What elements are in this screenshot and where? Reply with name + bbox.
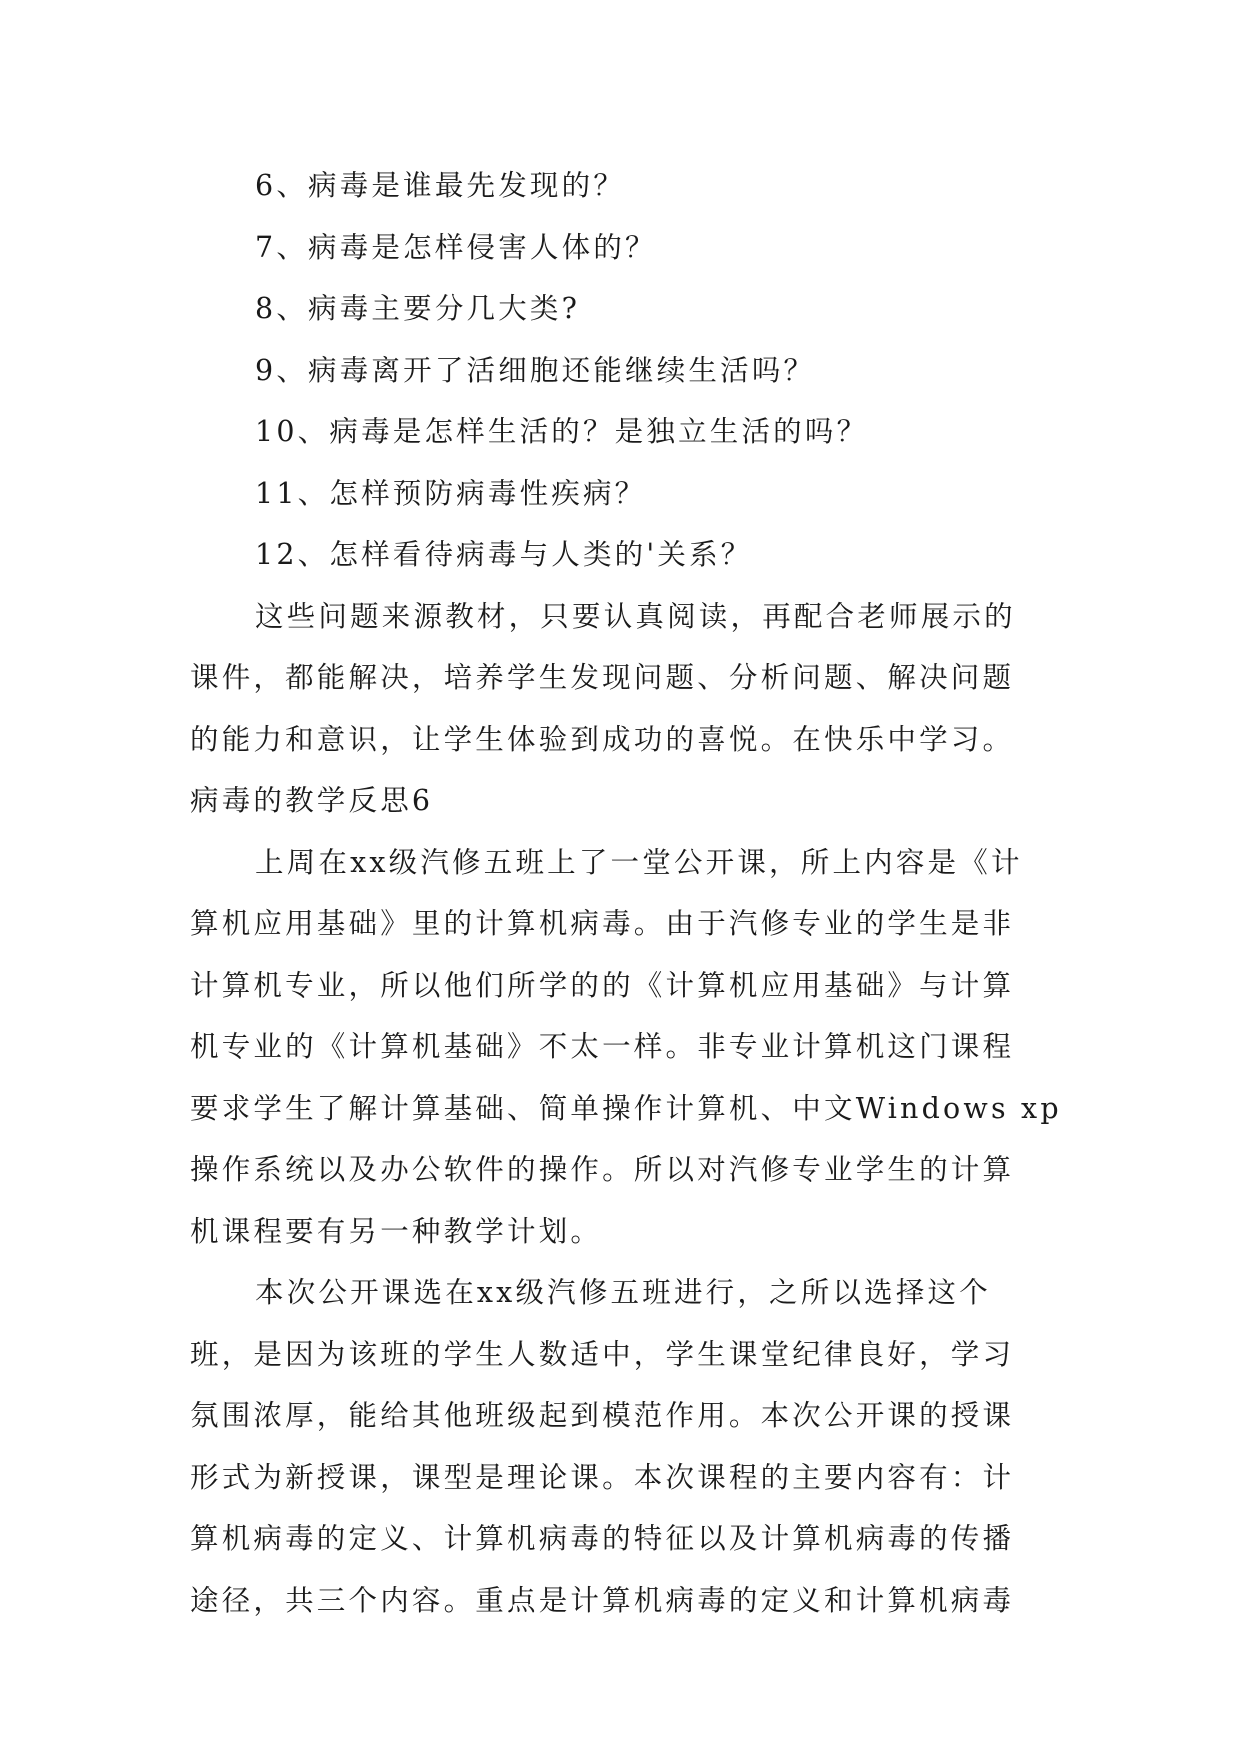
paragraph-class-selection <box>190 1262 1070 1631</box>
paragraph-line: 要求学生了解计算基础、简单操作计算机、中文Windows xp <box>190 1091 1062 1125</box>
question-item: 11、怎样预防病毒性疾病？ <box>255 476 647 510</box>
paragraph-intro <box>190 832 1070 1263</box>
document-body <box>190 155 1070 1631</box>
paragraph-line: 这些问题来源教材，只要认真阅读，再配合老师展示的 <box>255 599 1016 633</box>
question-item: 8、病毒主要分几大类? <box>255 292 581 325</box>
paragraph-line: 的能力和意识，让学生体验到成功的喜悦。在快乐中学习。 <box>190 722 1015 756</box>
paragraph-line: 计算机专业，所以他们所学的的《计算机应用基础》与计算 <box>190 968 1015 1002</box>
question-item: 9、病毒离开了活细胞还能继续生活吗？ <box>255 353 816 387</box>
paragraph-line: 课件，都能解决，培养学生发现问题、分析问题、解决问题 <box>190 661 1015 694</box>
paragraph-line: 机课程要有另一种教学计划。 <box>190 1214 603 1248</box>
paragraph-line: 机专业的《计算机基础》不太一样。非专业计算机这门课程 <box>190 1030 1015 1063</box>
paragraph-line: 氛围浓厚，能给其他班级起到模范作用。本次公开课的授课 <box>190 1399 1015 1432</box>
paragraph-line: 算机应用基础》里的计算机病毒。由于汽修专业的学生是非 <box>190 907 1015 940</box>
paragraph-line: 形式为新授课，课型是理论课。本次课程的主要内容有：计 <box>190 1460 1015 1494</box>
question-item: 12、怎样看待病毒与人类的'关系？ <box>255 538 753 571</box>
question-item: 6、病毒是谁最先发现的？ <box>255 169 626 202</box>
paragraph-summary <box>190 586 1070 771</box>
paragraph-line: 班，是因为该班的学生人数适中，学生课堂纪律良好，学习 <box>190 1337 1015 1371</box>
section-title: 病毒的教学反思6 <box>190 784 434 817</box>
question-item: 7、病毒是怎样侵害人体的？ <box>255 230 657 264</box>
paragraph-line: 本次公开课选在xx级汽修五班进行，之所以选择这个 <box>255 1276 991 1309</box>
paragraph-line: 操作系统以及办公软件的操作。所以对汽修专业学生的计算 <box>190 1153 1015 1186</box>
paragraph-line: 上周在xx级汽修五班上了一堂公开课，所上内容是《计 <box>255 845 1023 879</box>
question-list <box>190 155 1070 586</box>
question-item: 10、病毒是怎样生活的？是独立生活的吗？ <box>255 415 869 448</box>
paragraph-line: 途径，共三个内容。重点是计算机病毒的定义和计算机病毒 <box>190 1583 1015 1617</box>
paragraph-line: 算机病毒的定义、计算机病毒的特征以及计算机病毒的传播 <box>190 1522 1015 1555</box>
